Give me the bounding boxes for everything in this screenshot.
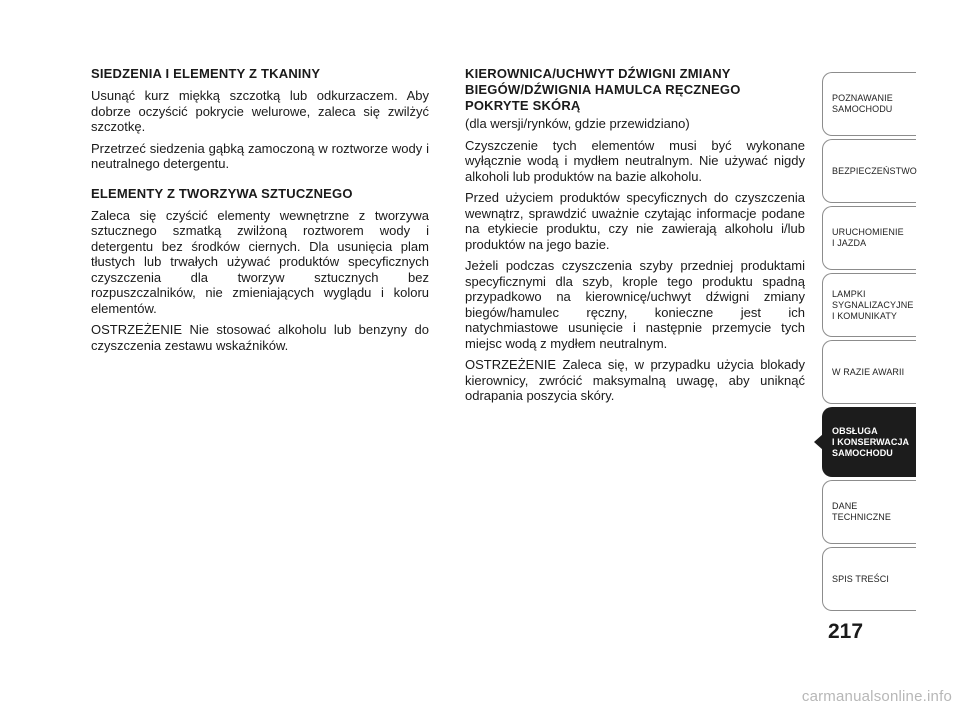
section-heading-fabric-seats: SIEDZENIA I ELEMENTY Z TKANINY: [91, 66, 321, 81]
tab-spis-tresci[interactable]: [822, 547, 916, 611]
tab-label: URUCHOMIENIE I JAZDA: [832, 227, 904, 248]
section-heading-plastic-elements: ELEMENTY Z TWORZYWA SZTUCZNEGO: [91, 185, 353, 201]
paragraph: Czyszczenie tych elementów musi być wykonane wyłącznie wodą i mydłem neutralnym. Nie używać nigdy alkoholi lub produktów na bazie alkoholu.: [465, 137, 805, 184]
warning-paragraph: OSTRZEŻENIE Nie stosować alkoholu lub benzyny do czyszczenia zestawu wskaźników.: [91, 322, 429, 353]
tab-label: W RAZIE AWARII: [832, 366, 905, 377]
tab-label: BEZPIECZEŃSTWO: [832, 165, 917, 176]
paragraph: Zaleca się czyścić elementy wewnętrzne z tworzywa sztucznego szmatką zwilżoną roztworem wody i detergentu bez środków ciernych. Dla usunięcia plam tłustych lub trwałych używać produktów specyficznych czyszczenia dla tworzyw sztucznych bez rozpuszczalników, nie zmieniających wyglądu i koloru elementów.: [91, 207, 429, 316]
paragraph: Przetrzeć siedzenia gąbką zamoczoną w roztworze wody i neutralnego detergentu.: [91, 140, 429, 171]
paragraph: Usunąć kurz miękką szczotką lub odkurzaczem. Aby dobrze oczyścić pokrycie welurowe, zaleca się zwilżyć szczotkę.: [91, 88, 429, 134]
watermark: carmanualsonline.info: [801, 688, 952, 705]
paragraph: Jeżeli podczas czyszczenia szyby przedniej produktami specyficznymi dla szyb, krople tego produktu spadną przypadkowo na kierownicę/uchwyt dźwigni zmiany biegów/hamulec ręczny, konieczne jest ich natychmiastowe usunięcie i następnie przemycie tych miejsc wodą z mydłem neutralnym.: [465, 258, 805, 351]
tab-dane-techniczne[interactable]: [822, 480, 916, 544]
tab-obsluga-i-konserwacja[interactable]: [822, 407, 916, 477]
tab-poznawanie-samochodu[interactable]: [822, 72, 916, 136]
section-heading-leather: KIEROWNICA/UCHWYT DŹWIGNI ZMIANY BIEGÓW/DŹWIGNIA HAMULCA RĘCZNEGO POKRYTE SKÓRĄ: [465, 66, 741, 113]
left-column: [91, 66, 429, 359]
tab-label: DANE TECHNICZNE: [832, 501, 891, 522]
tab-label: POZNAWANIE SAMOCHODU: [832, 93, 893, 114]
tab-label: OBSŁUGA I KONSERWACJA SAMOCHODU: [832, 425, 910, 458]
tab-label: LAMPKI SYGNALIZACYJNE I KOMUNIKATY: [832, 288, 914, 321]
tab-w-razie-awarii[interactable]: [822, 340, 916, 404]
page-number: 217: [828, 620, 864, 643]
section-subtitle: (dla wersji/rynków, gdzie przewidziano): [465, 116, 690, 131]
warning-paragraph: OSTRZEŻENIE Zaleca się, w przypadku użycia blokady kierownicy, zwrócić maksymalną uwagę, aby uniknąć odrapania poszycia skóry.: [465, 357, 805, 403]
paragraph: Przed użyciem produktów specyficznych do czyszczenia wewnątrz, sprawdzić uważnie czytając informacje podane na etykiecie produktu, czy nie zawierają alkoholu i/lub produktów na jego bazie.: [465, 190, 805, 252]
right-column: [465, 66, 805, 410]
tab-label: SPIS TREŚCI: [832, 573, 889, 584]
tab-bezpieczenstwo[interactable]: [822, 139, 916, 203]
tab-uruchomienie-i-jazda[interactable]: [822, 206, 916, 270]
tab-lampki-sygnalizacyjne[interactable]: [822, 273, 916, 337]
chapter-tabs: [822, 72, 916, 614]
